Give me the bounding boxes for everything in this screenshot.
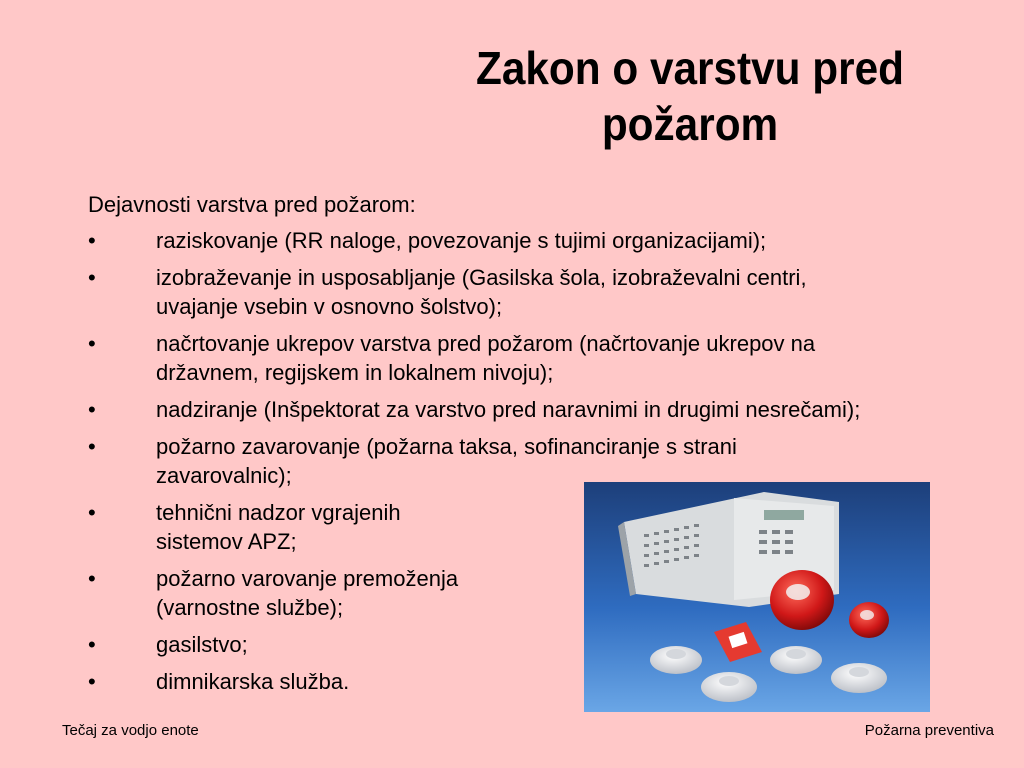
bullet-item	[88, 263, 988, 321]
bullet-text-cont: državnem, regijskem in lokalnem nivoju);	[156, 360, 554, 385]
bullet-text-cont: uvajanje vsebin v osnovno šolstvo);	[156, 294, 503, 319]
subtitle: Dejavnosti varstva pred požarom:	[88, 192, 416, 217]
bullet-text: izobraževanje in usposabljanje (Gasilska šola, izobraževalni centri,	[156, 265, 807, 290]
title-line-2: požarom	[601, 98, 779, 150]
bullet-item	[88, 226, 988, 255]
bullet-text: požarno zavarovanje (požarna taksa, sofinanciranje s strani	[156, 434, 737, 459]
bullet-dot: •	[88, 566, 96, 591]
footer-right: Požarna preventiva	[864, 722, 994, 739]
bullet-text: nadziranje (Inšpektorat za varstvo pred naravnimi in drugimi nesrečami);	[156, 397, 861, 422]
fire-alarm-equipment-photo	[584, 482, 930, 712]
footer-left: Tečaj za vodjo enote	[62, 722, 199, 739]
bullet-dot: •	[88, 632, 96, 657]
bullet-text: načrtovanje ukrepov varstva pred požarom (načrtovanje ukrepov na	[156, 331, 816, 356]
bullet-text-cont: sistemov APZ;	[156, 529, 297, 554]
bullet-item	[88, 564, 596, 622]
bullet-text: požarno varovanje premoženja	[156, 566, 459, 591]
bullet-dot: •	[88, 265, 96, 290]
bullet-item	[88, 395, 988, 424]
bullet-dot: •	[88, 397, 96, 422]
slide-title	[405, 40, 975, 152]
title-line-1: Zakon o varstvu pred	[475, 42, 905, 94]
bullet-item	[88, 667, 596, 696]
bullet-text: raziskovanje (RR naloge, povezovanje s tujimi organizacijami);	[156, 228, 767, 253]
bullet-dot: •	[88, 228, 96, 253]
bullet-dot: •	[88, 669, 96, 694]
bullet-item	[88, 498, 596, 556]
bullet-text: tehnični nadzor vgrajenih	[156, 500, 401, 525]
bullet-item	[88, 329, 988, 387]
bullet-text-cont: (varnostne službe);	[156, 595, 344, 620]
bullet-dot: •	[88, 500, 96, 525]
bullet-dot: •	[88, 331, 96, 356]
bullet-text: gasilstvo;	[156, 632, 248, 657]
bullet-text-cont: zavarovalnic);	[156, 463, 292, 488]
bullet-item	[88, 630, 596, 659]
bullet-text: dimnikarska služba.	[156, 669, 350, 694]
bullet-dot: •	[88, 434, 96, 459]
